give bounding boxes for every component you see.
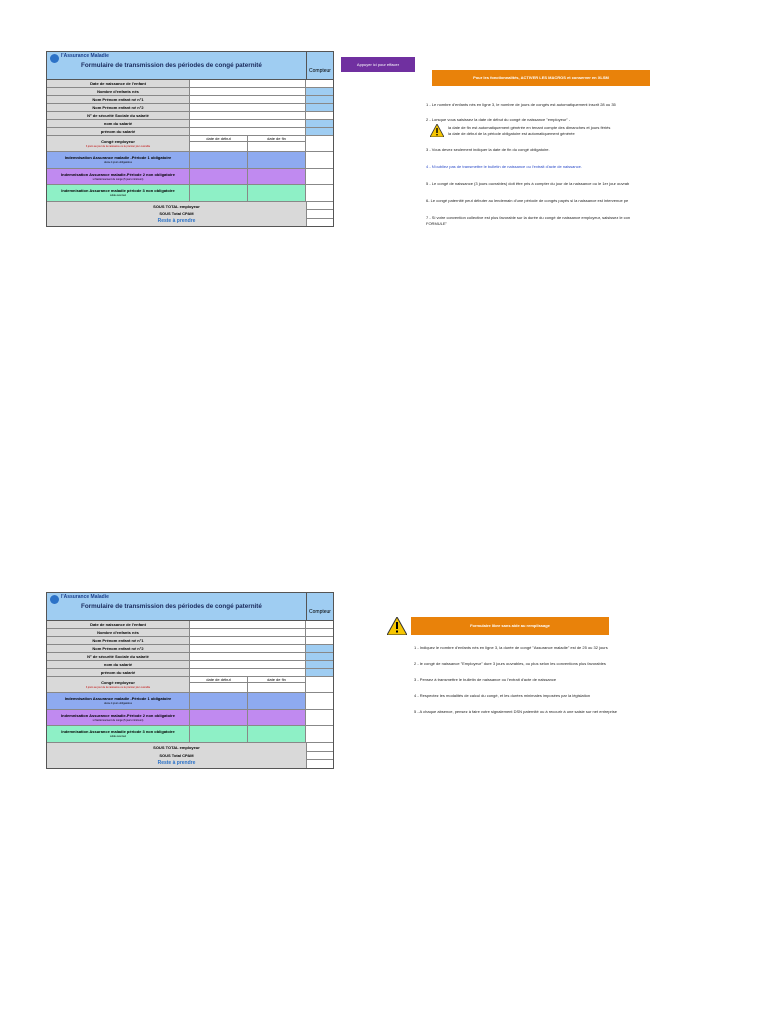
ssn-input[interactable] xyxy=(190,112,306,119)
logo-icon xyxy=(50,595,59,604)
row-children-count: Nombre d'enfants nés xyxy=(47,88,333,96)
period3-end-input[interactable] xyxy=(248,185,306,201)
row-conge-employeur: Congé employeur 3 jours au jour de la naissance ou le premier jour ouvrable date de début date de fin xyxy=(47,677,333,693)
period1-end-input[interactable] xyxy=(248,693,306,709)
warning-icon xyxy=(430,124,444,137)
period2-start-input[interactable] xyxy=(190,710,248,725)
period1-start-input[interactable] xyxy=(190,152,248,168)
period3-start-input[interactable] xyxy=(190,185,248,201)
child2-input[interactable] xyxy=(190,645,306,652)
counter-header: Compteur xyxy=(307,593,333,620)
warning-icon xyxy=(387,617,407,635)
erase-button[interactable]: Appuyer ici pour effacer xyxy=(341,57,415,72)
totals xyxy=(47,202,333,226)
paternity-form-2 xyxy=(46,592,334,769)
ssn-input[interactable] xyxy=(190,653,306,660)
period3-start-input[interactable] xyxy=(190,726,248,742)
row-period3: Indemnisation Assurance maladie période 3 non obligatoire solde éventuel xyxy=(47,726,333,743)
child2-input[interactable] xyxy=(190,104,306,111)
period2-end-input[interactable] xyxy=(248,169,306,184)
form-header xyxy=(47,593,333,621)
row-child2: Nom Prénom enfant né n°2 xyxy=(47,104,333,112)
counter-header: Compteur xyxy=(307,52,333,79)
row-period1: Indemnisation Assurance maladie -Période 1 obligatoire durée 4 jours obligatoires xyxy=(47,693,333,710)
totals xyxy=(47,743,333,768)
form-title: Formulaire de transmission des périodes de congé paternité xyxy=(81,603,262,610)
row-firstname: prénom du salarié xyxy=(47,669,333,677)
row-birth-date: Date de naissance de l'enfant xyxy=(47,621,333,629)
free-form-banner: Formulaire libre sans aide au remplissage xyxy=(411,617,609,635)
subtotal-employer: SOUS TOTAL employeur xyxy=(153,745,200,751)
reste-a-prendre: Reste à prendre xyxy=(157,759,196,766)
period3-end-input[interactable] xyxy=(248,726,306,742)
period2-start-input[interactable] xyxy=(190,169,248,184)
row-child2: Nom Prénom enfant né n°2 xyxy=(47,645,333,653)
birth-date-input[interactable] xyxy=(190,621,306,628)
subtotal-cpam: SOUS Total CPAM xyxy=(159,211,194,217)
row-lastname: nom du salarié xyxy=(47,120,333,128)
row-lastname: nom du salarié xyxy=(47,661,333,669)
subtotal-cpam: SOUS Total CPAM xyxy=(159,752,194,758)
child1-input[interactable] xyxy=(190,96,306,103)
lastname-input[interactable] xyxy=(190,661,306,668)
assurance-maladie-logo: l'Assurance Maladie xyxy=(50,54,109,63)
reste-a-prendre: Reste à prendre xyxy=(157,217,196,224)
birth-date-input[interactable] xyxy=(190,80,306,87)
period1-end-input[interactable] xyxy=(248,152,306,168)
row-period1: Indemnisation Assurance maladie -Période 1 obligatoire durée 4 jours obligatoires xyxy=(47,152,333,169)
paternity-form-1 xyxy=(46,51,334,227)
row-ssn: N° de sécurité Sociale du salarié xyxy=(47,653,333,661)
form-title: Formulaire de transmission des périodes de congé paternité xyxy=(81,62,262,69)
counter-cell xyxy=(306,88,333,95)
firstname-input[interactable] xyxy=(190,669,306,676)
row-child1: Nom Prénom enfant né n°1 xyxy=(47,637,333,645)
row-birth-date: Date de naissance de l'enfant xyxy=(47,80,333,88)
row-child1: Nom Prénom enfant né n°1 xyxy=(47,96,333,104)
row-period2: Indemnisation Assurance maladie-Période 2 non obligatoire si fractionnement du congé (5 jours minimum) xyxy=(47,710,333,726)
period2-end-input[interactable] xyxy=(248,710,306,725)
assurance-maladie-logo: l'Assurance Maladie xyxy=(50,595,109,604)
subtotal-employer: SOUS TOTAL employeur xyxy=(153,204,200,210)
firstname-input[interactable] xyxy=(190,128,306,135)
row-period2: Indemnisation Assurance maladie-Période 2 non obligatoire si fractionnement du congé (5 jours minimum) xyxy=(47,169,333,185)
lastname-input[interactable] xyxy=(190,120,306,127)
children-count-input[interactable] xyxy=(190,629,306,636)
macro-banner: Pour les fonctionnalités, ACTIVER LES MACROS et conserver en XLSM xyxy=(432,70,650,86)
row-ssn: N° de sécurité Sociale du salarié xyxy=(47,112,333,120)
logo-icon xyxy=(50,54,59,63)
period1-start-input[interactable] xyxy=(190,693,248,709)
form-header xyxy=(47,52,333,80)
row-conge-employeur: Congé employeur 3 jours au jour de la naissance ou le premier jour ouvrable date de début date de fin xyxy=(47,136,333,152)
children-count-input[interactable] xyxy=(190,88,306,95)
row-firstname: prénom du salarié xyxy=(47,128,333,136)
row-children-count: Nombre d'enfants nés xyxy=(47,629,333,637)
child1-input[interactable] xyxy=(190,637,306,644)
row-period3: Indemnisation Assurance maladie période 3 non obligatoire solde éventuel xyxy=(47,185,333,202)
